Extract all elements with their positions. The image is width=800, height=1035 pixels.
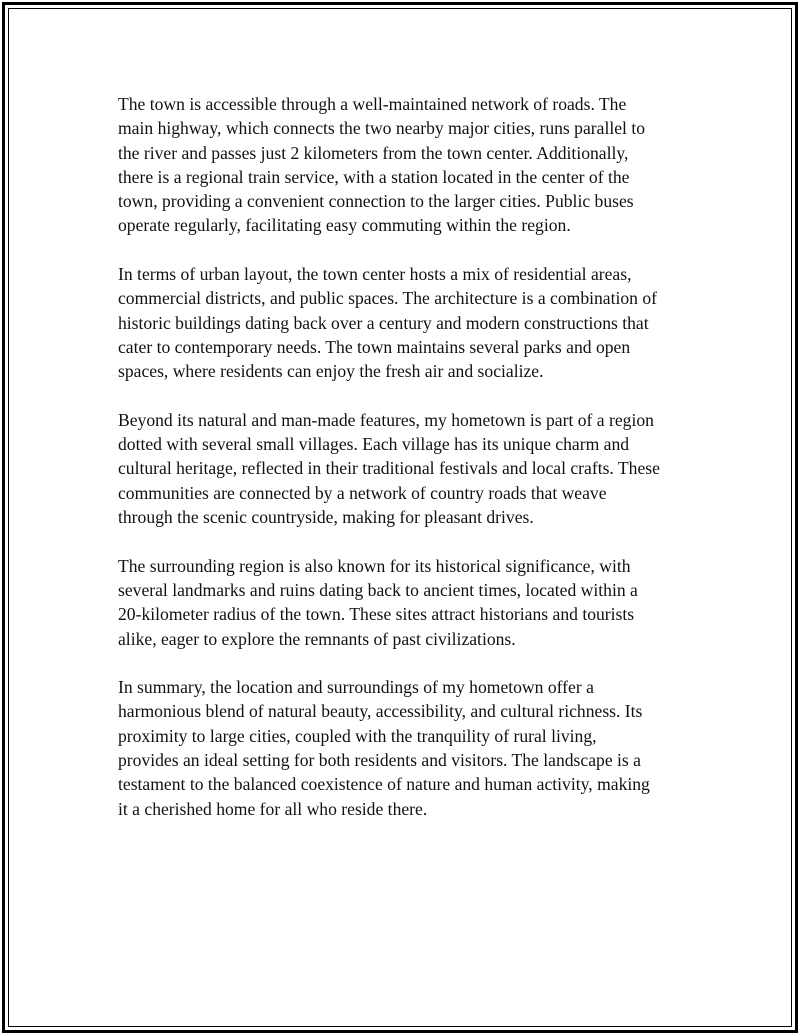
paragraph-history: The surrounding region is also known for its historical significance, with several landmarks and ruins dating back to ancient times, located within a 20-kilometer radius of the town. These sites attract historians and tourists alike, eager to explore the remnants of past civilizations. <box>118 555 638 649</box>
document-body <box>118 92 693 845</box>
paragraph-transport: The town is accessible through a well-maintained network of roads. The main highway, which connects the two nearby major cities, runs parallel to the river and passes just 2 kilometers from the town center. Additionally, there is a regional train service, with a station located in the center of the town, providing a convenient connection to the larger cities. Public buses operate regularly, facilitating easy commuting within the region. <box>118 94 646 236</box>
paragraph-urban-layout: In terms of urban layout, the town center hosts a mix of residential areas, commercial districts, and public spaces. The architecture is a combination of historic buildings dating back over a century and modern constructions that cater to contemporary needs. The town maintains several parks and open spaces, where residents can enjoy the fresh air and socialize. <box>118 264 658 382</box>
paragraph-summary: In summary, the location and surroundings of my hometown offer a harmonious blend of natural beauty, accessibility, and cultural richness. Its proximity to large cities, coupled with the tranquility of rural living, provides an ideal setting for both residents and visitors. The landscape is a testament to the balanced coexistence of nature and human activity, making it a cherished home for all who reside there. <box>118 677 650 819</box>
paragraph-villages: Beyond its natural and man-made features, my hometown is part of a region dotted with several small villages. Each village has its unique charm and cultural heritage, reflected in their traditional festivals and local crafts. These communities are connected by a network of country roads that weave through the scenic countryside, making for pleasant drives. <box>118 409 660 528</box>
